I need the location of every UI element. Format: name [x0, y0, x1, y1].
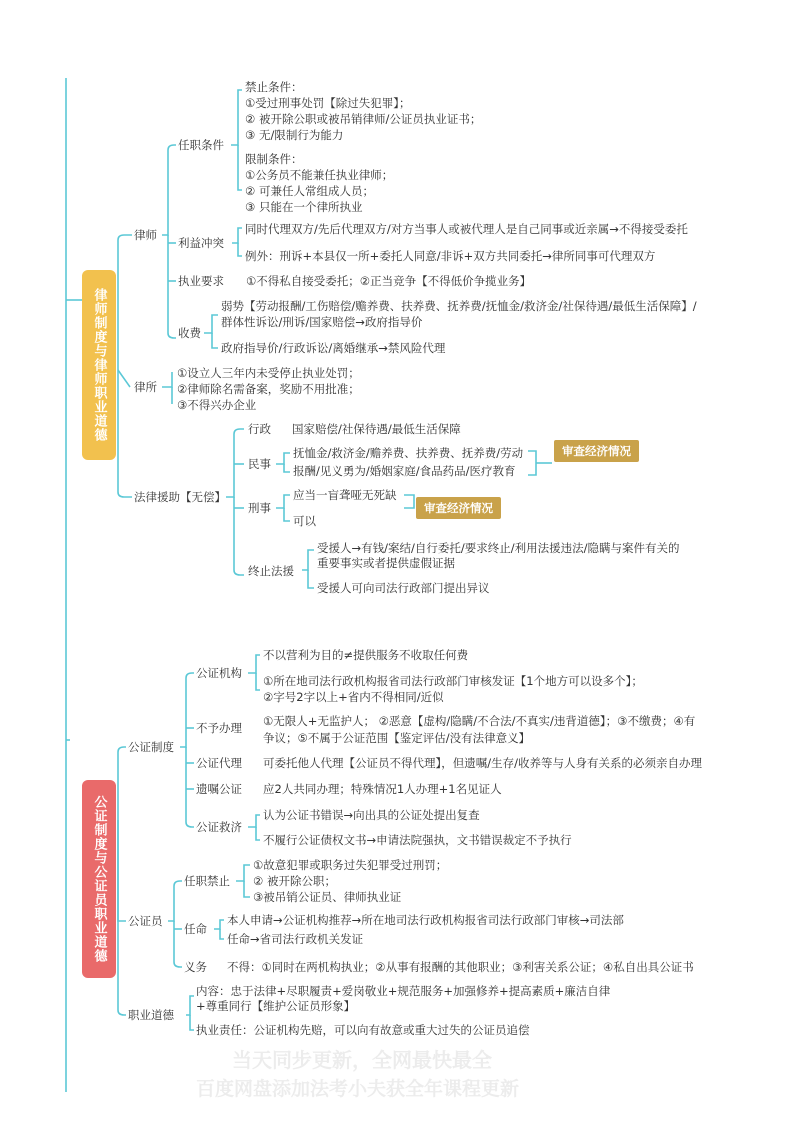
- node-will-notary: 遗嘱公证: [196, 782, 242, 796]
- fees-1: 群体性诉讼/刑诉/国家赔偿→政府指导价: [221, 315, 423, 329]
- org-2: ②字号2字以上+省内不得相同/近似: [263, 690, 444, 704]
- fees-2: 政府指导价/行政诉讼/离婚继承→禁风险代理: [221, 341, 446, 355]
- aid-civil-label: 民事: [248, 457, 271, 471]
- node-ethics: 职业道德: [128, 1008, 174, 1022]
- node-duty: 义务: [184, 960, 207, 974]
- limit-1: ①公务员不能兼任执业律师；: [245, 168, 394, 182]
- aid-civil-0: 抚恤金/救济金/赡养费、扶养费、抚养费/劳动: [293, 446, 524, 460]
- ethics-content-1: +尊重同行【维护公证员形象】: [196, 999, 356, 1013]
- watermark-line-1: 当天同步更新，全网最快最全: [232, 1048, 492, 1072]
- node-fees: 收费: [178, 326, 201, 340]
- firm-2: ③不得兴办企业: [177, 398, 257, 412]
- conflict-0: 同时代理双方/先后代理双方/对方当事人或被代理人是自己同事或近亲属→不得接受委托: [245, 222, 688, 236]
- remedy-0: 认为公证书错误→向出具的公证处提出复查: [263, 808, 480, 822]
- limit-2: ② 可兼任人常组成人员；: [245, 184, 374, 198]
- conflict-1: 例外：刑诉+本县仅一所+委托人同意/非诉+双方共同委托→律所同事可代理双方: [245, 249, 656, 263]
- node-firm: 律所: [134, 380, 157, 394]
- aid-civil-tag: 审查经济情况: [554, 440, 639, 462]
- aid-criminal-b: 可以: [293, 514, 316, 528]
- aid-admin-text: 国家赔偿/社保待遇/最低生活保障: [292, 422, 461, 436]
- refuse-0: ①无限人+无监护人； ②恶意【虚构/隐瞒/不合法/不真实/违背道德】；③不缴费；④有: [263, 714, 696, 728]
- aid-civil-1: 报酬/见义勇为/婚姻家庭/食品药品/医疗教育: [293, 464, 516, 478]
- node-notary-person: 公证员: [128, 914, 163, 928]
- node-ban: 任职禁止: [184, 874, 230, 888]
- appoint-0: 本人申请→公证机构推荐→所在地司法行政机构报省司法行政部门审核→司法部: [227, 913, 624, 927]
- remedy-1: 不履行公证债权文书→申请法院强执，文书错误裁定不予执行: [263, 833, 572, 847]
- node-lawyer: 律师: [134, 228, 157, 242]
- node-notary-agent: 公证代理: [196, 756, 242, 770]
- node-practice: 执业要求: [178, 274, 224, 288]
- refuse-1: 争议；⑤不属于公证范围【鉴定评估/没有法律意义】: [263, 731, 531, 745]
- firm-0: ①设立人三年内未受停止执业处罚；: [177, 366, 360, 380]
- node-notary-remedy: 公证救济: [196, 820, 242, 834]
- ban-0: ①故意犯罪或职务过失犯罪受过刑罚；: [253, 858, 448, 872]
- node-qualification: 任职条件: [178, 138, 224, 152]
- root-lawyer: 律师制度与律师职业道德: [82, 270, 116, 460]
- aid-end-2: 受援人可向司法行政部门提出异议: [317, 581, 490, 595]
- node-conflict: 利益冲突: [178, 236, 224, 250]
- will-text: 应2人共同办理；特殊情况1人办理+1名见证人: [263, 782, 502, 796]
- aid-criminal-a: 应当一盲聋哑无死缺: [293, 488, 397, 502]
- limit-3: ③ 只能在一个律所执业: [245, 200, 363, 214]
- node-notary-system: 公证制度: [128, 740, 174, 754]
- aid-end-label: 终止法援: [248, 564, 294, 578]
- org-0: 不以营利为目的≠提供服务不收取任何费: [263, 648, 469, 662]
- fees-0: 弱势【劳动报酬/工伤赔偿/赡养费、扶养费、抚养费/抚恤金/救济金/社保待遇/最低生活保障】/: [221, 299, 697, 313]
- practice-text: ①不得私自接受委托；②正当竞争【不得低价争揽业务】: [246, 274, 532, 288]
- limit-0: 限制条件：: [245, 152, 303, 166]
- forbid-1: ①受过刑事处罚【除过失犯罪】；: [245, 96, 411, 110]
- aid-admin-label: 行政: [248, 422, 271, 436]
- org-1: ①所在地司法行政机构报省司法行政部门审核发证【1个地方可以设多个】；: [263, 674, 643, 688]
- root-notary: 公证制度与公证员职业道德: [82, 780, 116, 978]
- forbid-2: ② 被开除公职或被吊销律师/公证员执业证书；: [245, 112, 482, 126]
- forbid-3: ③ 无/限制行为能力: [245, 128, 344, 142]
- aid-criminal-label: 刑事: [248, 501, 271, 515]
- watermark-line-2: 百度网盘添加法考小夫获全年课程更新: [196, 1078, 520, 1100]
- duty-text: 不得：①同时在两机构执业；②从事有报酬的其他职业；③利害关系公证；④私自出具公证书: [227, 960, 694, 974]
- node-legal-aid: 法律援助【无偿】: [134, 490, 226, 504]
- agent-text: 可委托他人代理【公证员不得代理】，但遗嘱/生存/收养等与人身有关系的必须亲自办理: [263, 756, 702, 770]
- node-refuse: 不予办理: [196, 721, 242, 735]
- node-notary-org: 公证机构: [196, 666, 242, 680]
- aid-criminal-tag: 审查经济情况: [416, 497, 501, 519]
- node-appoint: 任命: [184, 922, 207, 936]
- aid-end-1: 重要事实或者提供虚假证据: [317, 556, 455, 570]
- ethics-content-0: 内容：忠于法律+尽职履责+爱岗敬业+规范服务+加强修养+提高素质+廉洁自律: [196, 984, 611, 998]
- ban-2: ③被吊销公证员、律师执业证: [253, 890, 402, 904]
- appoint-1: 任命→省司法行政机关发证: [227, 932, 364, 946]
- ethics-liability: 执业责任：公证机构先赔，可以向有故意或重大过失的公证员追偿: [196, 1023, 530, 1037]
- forbid-0: 禁止条件：: [245, 80, 303, 94]
- aid-end-0: 受援人→有钱/案结/自行委托/要求终止/利用法援违法/隐瞒与案件有关的: [317, 541, 680, 555]
- ban-1: ② 被开除公职；: [253, 874, 336, 888]
- firm-1: ②律师除名需备案，奖励不用批准；: [177, 382, 360, 396]
